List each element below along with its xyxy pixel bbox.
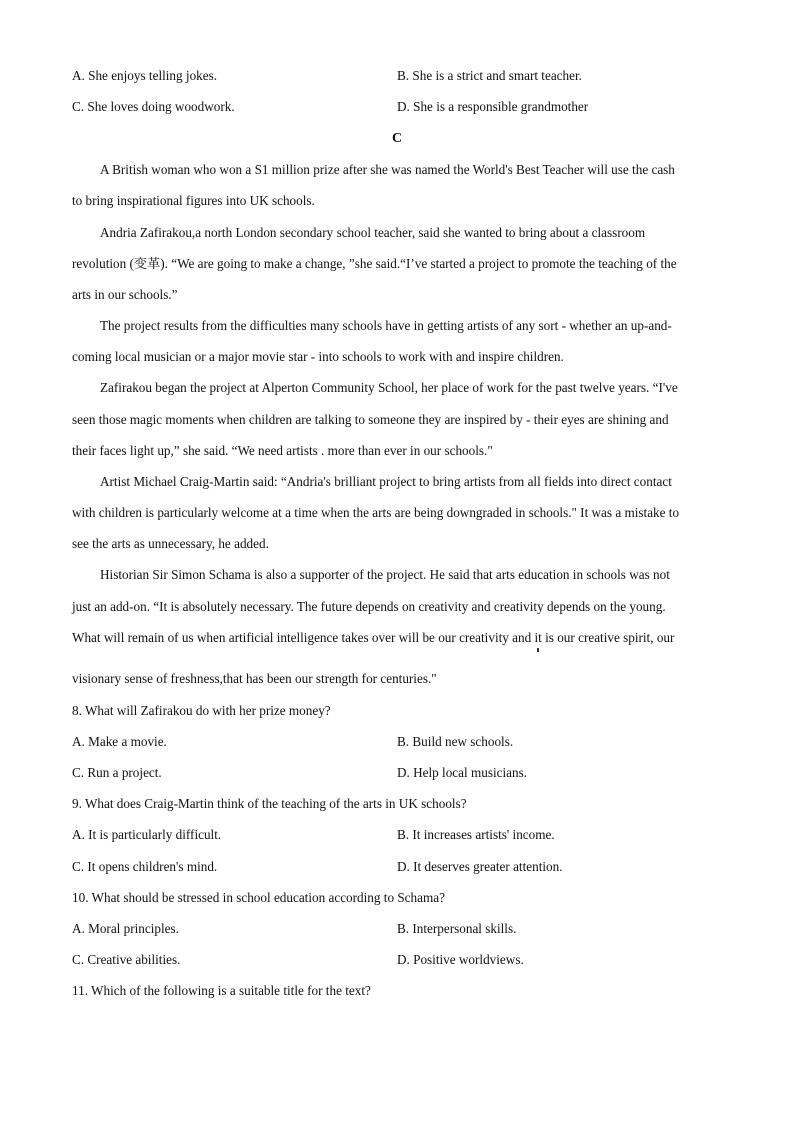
section-heading: C [391,131,403,146]
question-10-option-a: A. Moral principles. [72,921,179,936]
passage-line: with children is particularly welcome at a time when the arts are being downgraded in schools." It was a mistake to [72,505,680,520]
passage-line: What will remain of us when artificial intelligence takes over will be our creativity and it is our creative spirit, our [72,630,675,645]
question-8-option-c: C. Run a project. [72,765,162,780]
passage-line: The project results from the difficulties many schools have in getting artists of any sort - whether an up-and- [100,318,672,333]
question-8-option-b: B. Build new schools. [397,734,514,749]
question-8-option-a: A. Make a movie. [72,734,167,749]
question-9-option-a: A. It is particularly difficult. [72,827,222,842]
passage-line: arts in our schools.” [72,287,178,302]
option-b: B. She is a strict and smart teacher. [397,68,582,83]
question-10-option-d: D. Positive worldviews. [397,952,524,967]
question-8-option-d: D. Help local musicians. [397,765,528,780]
passage-line: revolution (变革). “We are going to make a change, ”she said.“I’ve started a project to promote the teaching of the [72,256,677,271]
question-9-option-c: C. It opens children's mind. [72,859,218,874]
question-9-option-b: B. It increases artists' income. [397,827,555,842]
passage-line: their faces light up,” she said. “We need artists . more than ever in our schools." [72,443,493,458]
stray-mark [537,648,539,652]
question-9-stem: 9. What does Craig-Martin think of the teaching of the arts in UK schools? [72,796,467,811]
passage-line: see the arts as unnecessary, he added. [72,536,269,551]
passage-line: Zafirakou began the project at Alperton Community School, her place of work for the past twelve years. “I've [100,380,678,395]
passage-line: visionary sense of freshness,that has been our strength for centuries." [72,671,437,686]
passage-line: Artist Michael Craig-Martin said: “Andria's brilliant project to bring artists from all fields into direct contact [100,474,672,489]
passage-line: Historian Sir Simon Schama is also a supporter of the project. He said that arts education in schools was not [100,567,670,582]
question-11-stem: 11. Which of the following is a suitable title for the text? [72,983,371,998]
passage-line: A British woman who won a S1 million prize after she was named the World's Best Teacher will use the cash [100,162,675,177]
option-c: C. She loves doing woodwork. [72,99,235,114]
question-10-option-b: B. Interpersonal skills. [397,921,517,936]
option-d: D. She is a responsible grandmother [397,99,589,114]
passage-line: to bring inspirational figures into UK schools. [72,193,315,208]
question-10-option-c: C. Creative abilities. [72,952,181,967]
question-10-stem: 10. What should be stressed in school education according to Schama? [72,890,445,905]
question-9-option-d: D. It deserves greater attention. [397,859,563,874]
passage-line: Andria Zafirakou,a north London secondary school teacher, said she wanted to bring about a classroom [100,225,646,240]
passage-line: coming local musician or a major movie star - into schools to work with and inspire children. [72,349,564,364]
passage-line: just an add-on. “It is absolutely necessary. The future depends on creativity and creativity depends on the young. [72,599,666,614]
option-a: A. She enjoys telling jokes. [72,68,218,83]
question-8-stem: 8. What will Zafirakou do with her prize money? [72,703,331,718]
passage-line: seen those magic moments when children are talking to someone they are inspired by - their eyes are shining and [72,412,669,427]
